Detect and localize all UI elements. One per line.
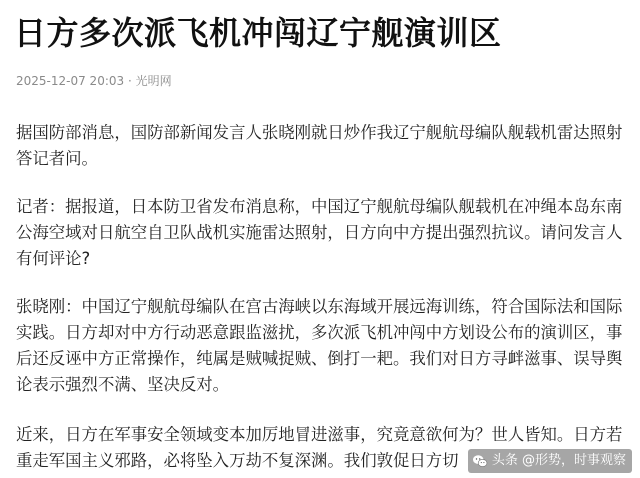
- publish-datetime: 2025-12-07 20:03: [16, 74, 125, 88]
- paragraph-line: 重走军国主义邪路，必将坠入万劫不复深渊。我们敦促日方切: [16, 451, 459, 470]
- paragraph-line: 后还反诬中方正常操作，纯属是贼喊捉贼、倒打一耙。我们对日方寻衅滋事、误导舆: [16, 349, 623, 368]
- paragraph-line: 记者：据报道，日本防卫省发布消息称，中国辽宁舰航母编队舰载机在冲绳本岛东南: [16, 197, 623, 216]
- paragraph-line: 张晓刚：中国辽宁舰航母编队在宫古海峡以东海域开展远海训练，符合国际法和国际: [16, 297, 623, 316]
- article-meta: [16, 73, 172, 89]
- paragraph-question: [16, 194, 632, 272]
- paragraph-line: 公海空域对日航空自卫队战机实施雷达照射，日方向中方提出强烈抗议。请问发言人: [16, 223, 623, 242]
- paragraph-line: 论表示强烈不满、坚决反对。: [16, 375, 230, 394]
- paragraph-line: 近来，日方在军事安全领域变本加厉地冒进滋事，究竟意欲何为？世人皆知。日方若: [16, 425, 623, 444]
- paragraph-line: 有何评论?: [16, 249, 91, 268]
- source-watermark: [468, 449, 632, 473]
- paragraph-line: 答记者问。: [16, 149, 98, 168]
- article-title: 日方多次派飞机冲闯辽宁舰演训区: [14, 14, 502, 52]
- watermark-text: 头条 @形势，时事观察: [491, 453, 626, 468]
- source-name[interactable]: 光明网: [135, 74, 172, 88]
- meta-separator: ·: [124, 74, 136, 88]
- paragraph-line: 据国防部消息，国防部新闻发言人张晓刚就日炒作我辽宁舰航母编队舰载机雷达照射: [16, 123, 623, 142]
- paragraph-answer: [16, 294, 632, 398]
- paragraph-intro: [16, 120, 632, 172]
- paragraph-line: 实践。日方却对中方行动恶意跟监滋扰，多次派飞机冲闯中方划设公布的演训区，事: [16, 323, 623, 342]
- wechat-official-account-icon: [472, 453, 488, 469]
